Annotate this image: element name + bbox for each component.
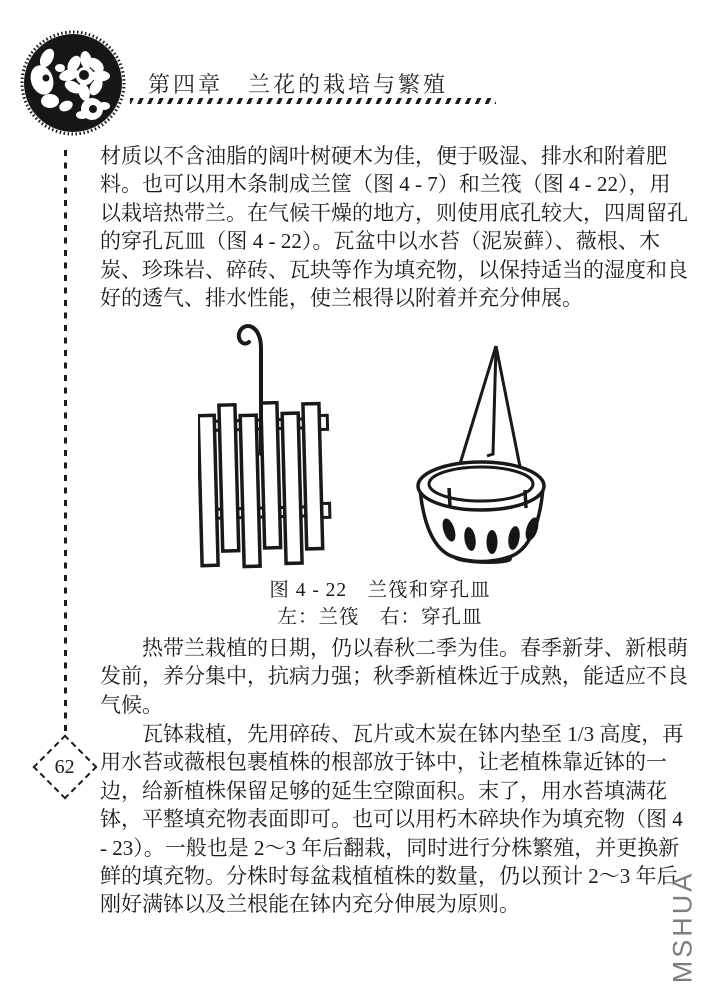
text-line: 热带兰栽植的日期，仍以春秋二季为佳。春季新芽、新根萌 bbox=[142, 636, 688, 660]
text-line: 钵，平整填充物表面即可。也可以用朽木碎块作为填充物（图 4 bbox=[100, 807, 683, 832]
text-line: 材质以不含油脂的阔叶树硬木为佳，便于吸湿、排水和附着肥 bbox=[100, 144, 667, 168]
text-line: 刚好满钵以及兰根能在钵内充分伸展为原则。 bbox=[100, 892, 520, 917]
decorative-dashed-rule bbox=[130, 98, 496, 104]
body-paragraph-3 bbox=[100, 720, 684, 919]
publisher-watermark: MSHUA bbox=[667, 870, 698, 984]
text-line: 炭、珍珠岩、碎砖、瓦块等作为填充物，以保持适当的湿度和良 bbox=[100, 257, 688, 282]
body-paragraph-1 bbox=[100, 142, 688, 312]
text-line: 瓦钵栽植，先用碎砖、瓦片或木炭在钵内垫至 1/3 高度，再 bbox=[142, 722, 684, 746]
text-line: 边，给新植株保留足够的延生空隙面积。末了，用水苔填满花 bbox=[100, 778, 667, 803]
page-number-badge bbox=[32, 734, 97, 799]
chapter-title: 第四章 兰花的栽培与繁殖 bbox=[148, 72, 449, 97]
text-line: 发前，养分集中，抗病力强；秋季新植株近于成熟，能适应不良 bbox=[100, 664, 688, 689]
text-line: 气候。 bbox=[100, 692, 163, 717]
perforated-bowl-illustration bbox=[413, 338, 551, 570]
text-line: 以栽培热带兰。在气候干燥的地方，则使用底孔较大，四周留孔 bbox=[100, 200, 688, 225]
text-line: 用水苔或薇根包裹植株的根部放于钵中，让老植株靠近钵的一 bbox=[100, 750, 667, 775]
text-line: 的穿孔瓦皿（图 4 - 22）。瓦盆中以水苔（泥炭藓）、薇根、木 bbox=[100, 229, 660, 254]
text-line: 好的透气、排水性能，使兰根得以附着并充分伸展。 bbox=[100, 285, 583, 310]
text-line: - 23）。一般也是 2～3 年后翻栽，同时进行分株繁殖，并更换新 bbox=[100, 835, 680, 860]
figure-caption-title: 图 4 - 22 兰筏和穿孔皿 bbox=[269, 580, 491, 601]
orchid-raft-illustration bbox=[198, 314, 332, 572]
text-line: 鲜的填充物。分株时每盆栽植植株的数量，仍以预计 2～3 年后 bbox=[100, 863, 678, 888]
margin-dashed-line bbox=[64, 150, 67, 740]
page-number: 62 bbox=[55, 755, 75, 778]
text-line: 料。也可以用木条制成兰筐（图 4 - 7）和兰筏（图 4 - 22），用 bbox=[100, 172, 671, 197]
figure-caption-legend: 左：兰筏 右：穿孔皿 bbox=[277, 607, 483, 628]
flower-medallion-icon bbox=[20, 28, 128, 140]
body-paragraph-2 bbox=[100, 634, 688, 719]
